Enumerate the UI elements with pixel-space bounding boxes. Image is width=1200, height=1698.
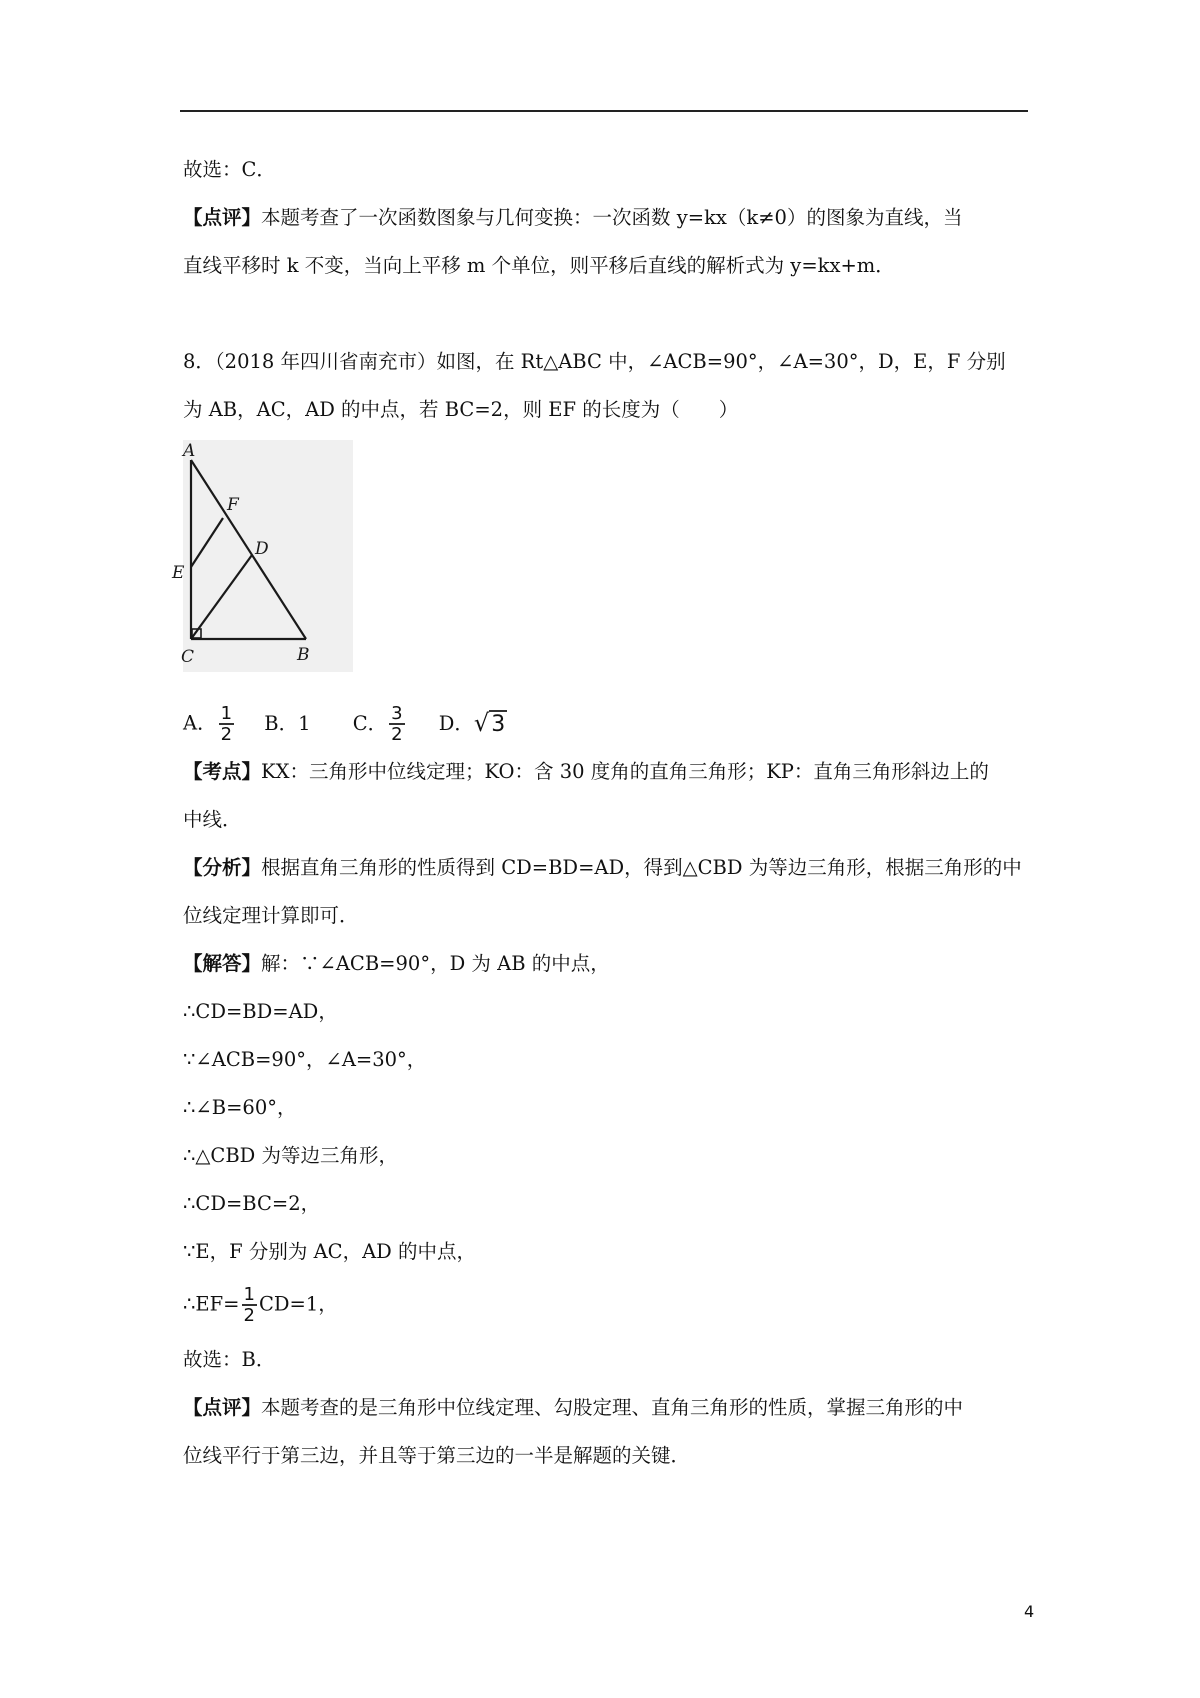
step-3: ∴∠B=60°， — [183, 1096, 297, 1119]
dianping-line-1: 【点评】本题考查的是三角形中位线定理、勾股定理、直角三角形的性质，掌握三角形的中 — [183, 1396, 964, 1419]
step-7: ∴EF= $\frac{1}{2}$ CD=1， — [183, 1284, 338, 1326]
dianping-line-2: 位线平行于第三边，并且等于第三边的一半是解题的关键． — [183, 1444, 691, 1467]
option-c-fraction: $\frac{3}{2}$ — [391, 703, 403, 745]
step-7-fraction: $\frac{1}{2}$ — [243, 1284, 255, 1326]
step-5: ∴CD=BC=2， — [183, 1192, 321, 1215]
triangle-diagram — [172, 440, 353, 672]
option-d-sqrt: √3 — [473, 709, 506, 737]
jieda-tag: 【解答】 — [183, 952, 262, 975]
comment-tag: 【点评】 — [183, 206, 262, 229]
options-row — [183, 704, 507, 744]
segment-cd — [191, 555, 252, 639]
segment-ef — [191, 518, 223, 567]
option-c-label: C． — [352, 711, 388, 735]
fenxi-line-2: 位线定理计算即可． — [183, 904, 359, 927]
kaodian-tag: 【考点】 — [183, 760, 262, 783]
answer-line-prev: 故选：C． — [183, 158, 276, 181]
comment-line-2: 直线平移时 k 不变，当向上平移 m 个单位，则平移后直线的解析式为 y=kx+m． — [183, 254, 895, 277]
kaodian-line-2: 中线． — [183, 808, 242, 831]
jieda-line-1: 【解答】解：∵∠ACB=90°，D 为 AB 的中点， — [183, 952, 610, 975]
step-1: ∴CD=BD=AD， — [183, 1000, 338, 1023]
fenxi-tag: 【分析】 — [183, 856, 262, 879]
label-a: A — [183, 441, 196, 461]
option-a-label: A． — [183, 711, 217, 735]
step-6: ∵E，F 分别为 AC，AD 的中点， — [183, 1240, 476, 1263]
label-f: F — [227, 495, 239, 515]
label-b: B — [297, 645, 310, 665]
label-c: C — [181, 647, 195, 667]
kaodian-line-1: 【考点】KX：三角形中位线定理；KO：含 30 度角的直角三角形；KP：直角三角形斜边上的 — [183, 760, 989, 783]
question-8-line-2: 为 AB，AC，AD 的中点，若 BC=2，则 EF 的长度为（ ） — [183, 398, 739, 421]
label-d: D — [255, 539, 269, 559]
label-e: E — [172, 563, 185, 583]
option-a-fraction: $\frac{1}{2}$ — [220, 703, 233, 745]
page-number: 4 — [1024, 1602, 1035, 1621]
header-rule — [180, 110, 1028, 112]
step-4: ∴△CBD 为等边三角形， — [183, 1144, 398, 1167]
triangle-figure — [172, 440, 353, 672]
comment-text-1: 本题考查了一次函数图象与几何变换：一次函数 y=kx（k≠0）的图象为直线，当 — [261, 206, 963, 229]
question-8-line-1: 8．（2018 年四川省南充市）如图，在 Rt△ABC 中，∠ACB=90°，∠A=30°，D，E，F 分别 — [183, 350, 1006, 373]
segment-ab — [191, 460, 306, 639]
step-2: ∵∠ACB=90°，∠A=30°， — [183, 1048, 427, 1071]
option-b: B．1 — [264, 711, 311, 735]
comment-line-1 — [183, 206, 962, 230]
answer-line: 故选：B． — [183, 1348, 276, 1371]
fenxi-line-1: 【分析】根据直角三角形的性质得到 CD=BD=AD，得到△CBD 为等边三角形，根据三角形的中 — [183, 856, 1022, 879]
option-d-label: D． — [438, 711, 474, 735]
dianping-tag: 【点评】 — [183, 1396, 262, 1419]
